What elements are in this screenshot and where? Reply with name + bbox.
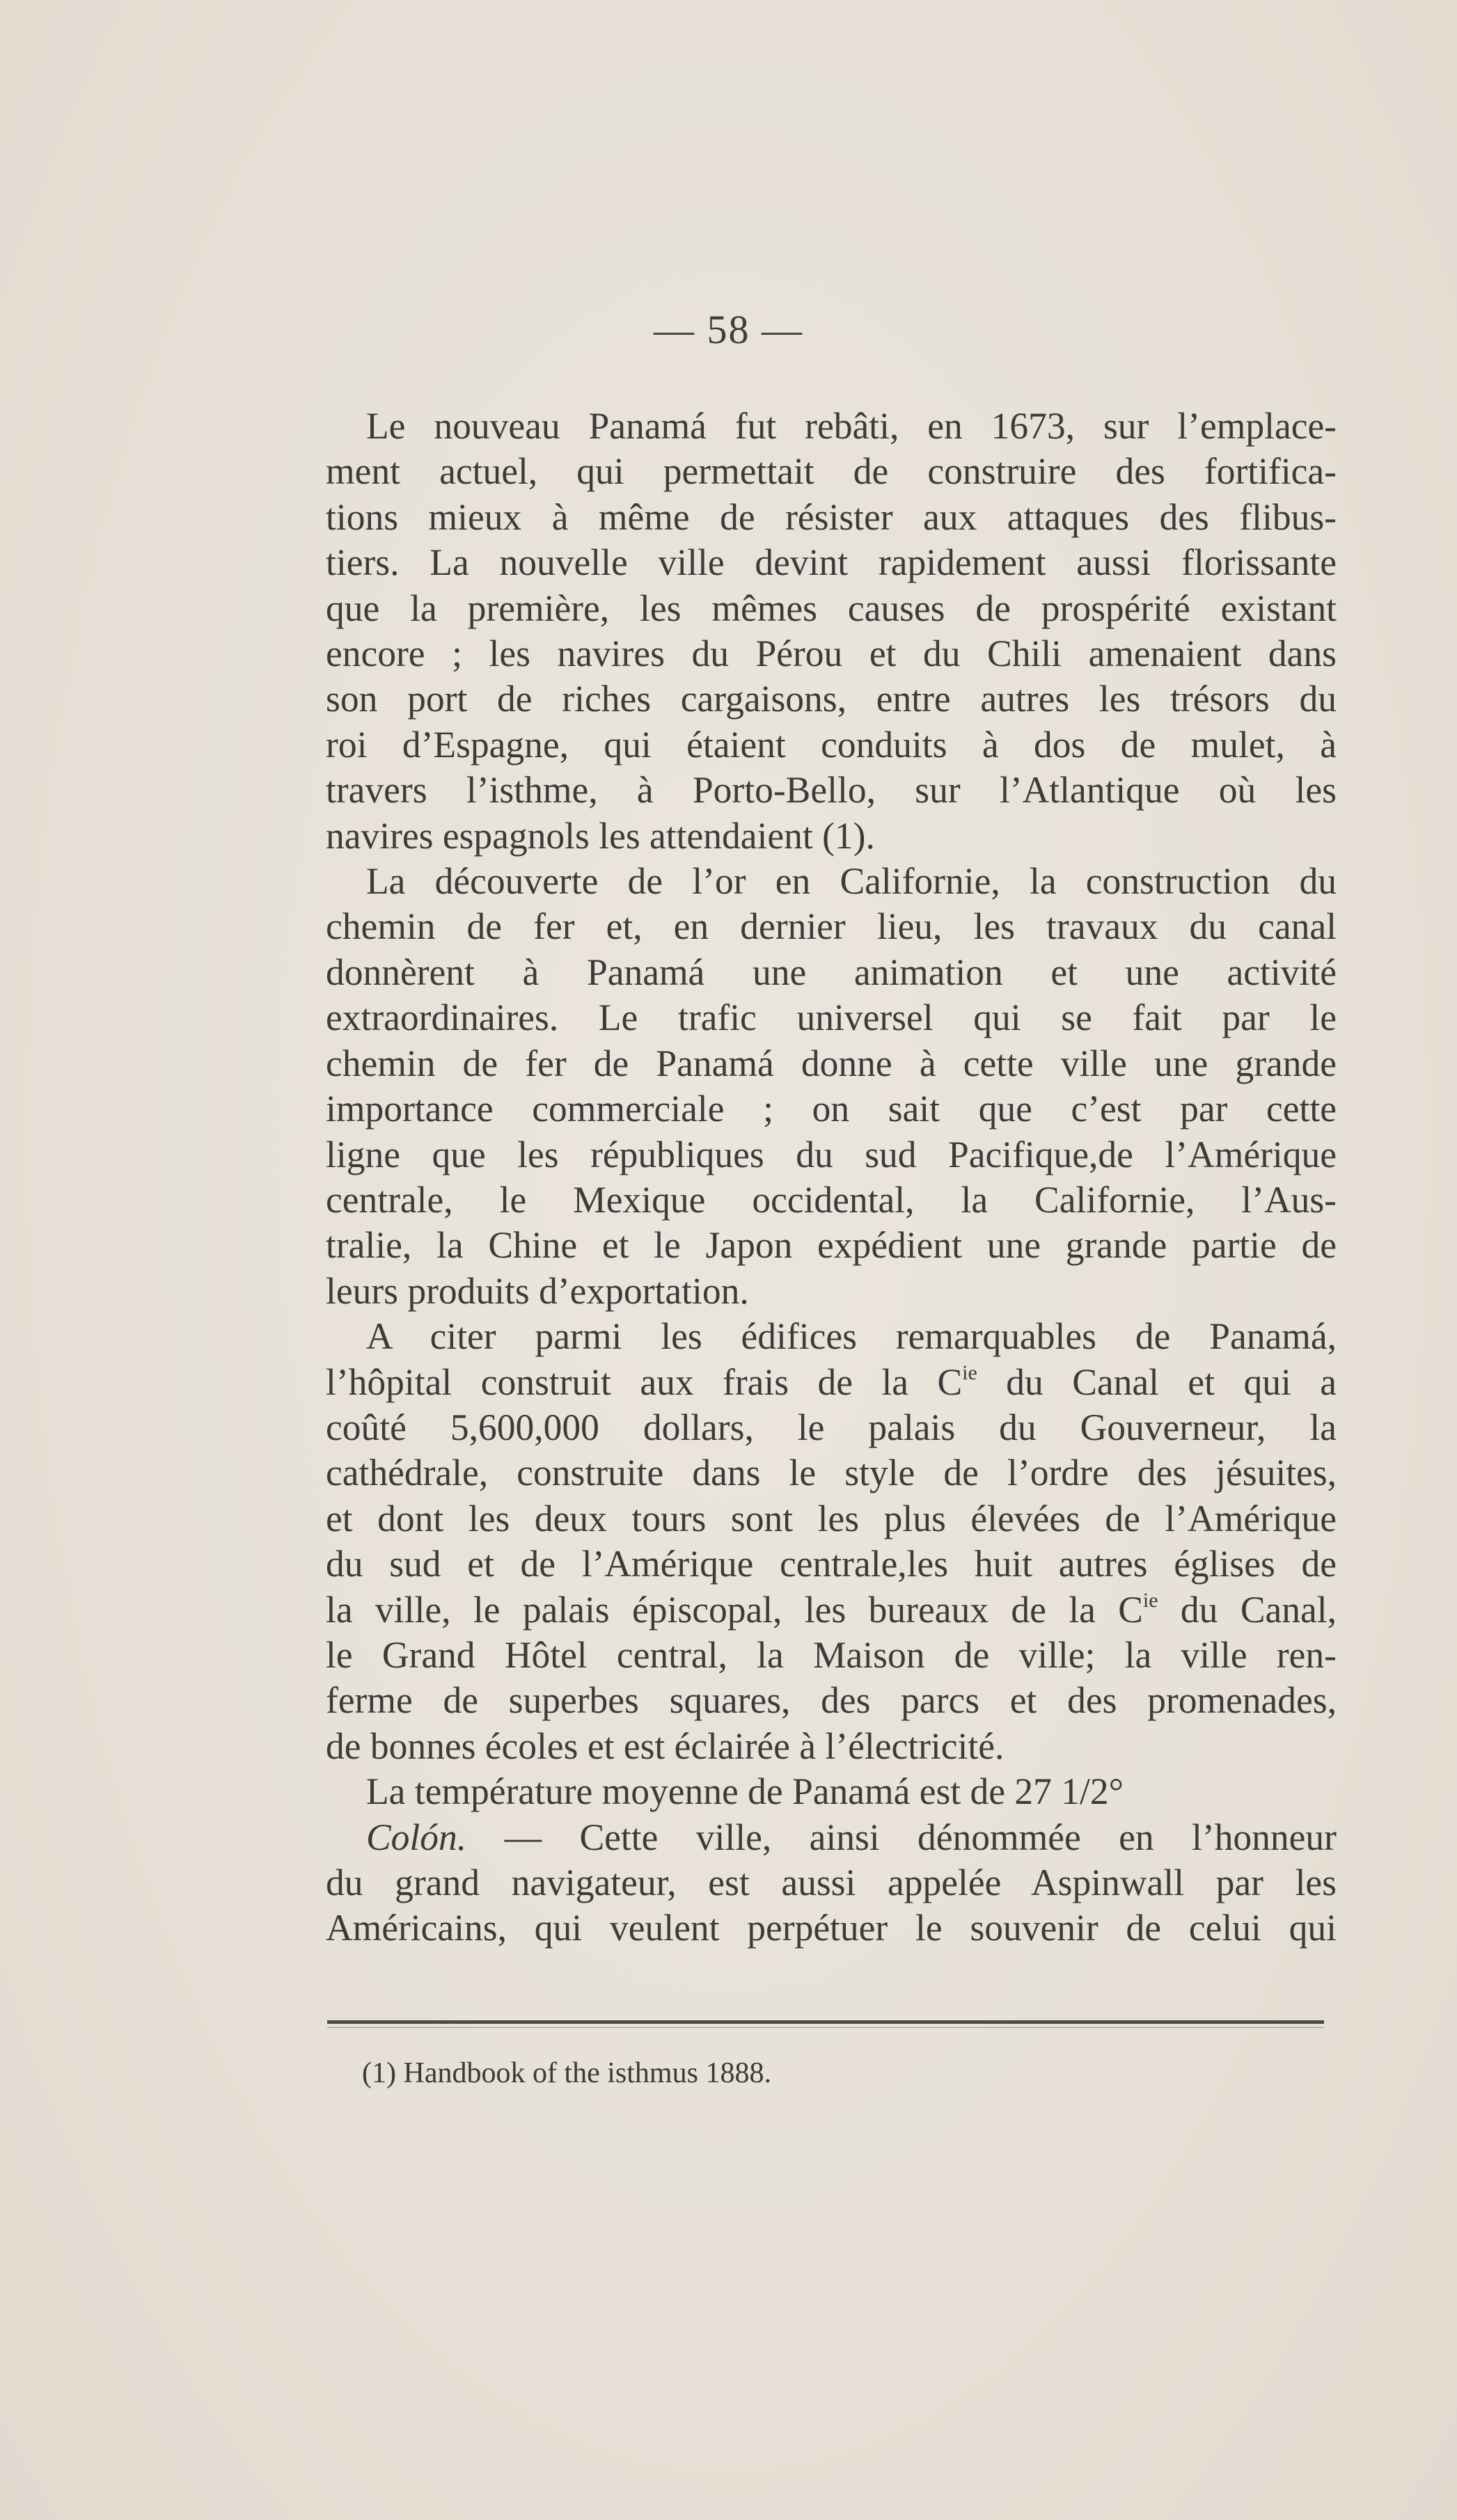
text-line: roi d’Espagne, qui étaient conduits à dos de mulet, à (326, 723, 1337, 766)
text-line: leurs produits d’exportation. (326, 1269, 749, 1312)
text-line: Américains, qui veulent perpétuer le souvenir de celui qui (326, 1907, 1337, 1949)
text-line: de bonnes écoles et est éclairée à l’électricité. (326, 1725, 1005, 1767)
paragraph-gold-discovery (326, 859, 1337, 1314)
paragraph-colon (326, 1815, 1337, 1951)
paragraph-rebuilding (326, 404, 1337, 859)
text-line (326, 1815, 1337, 1860)
footnote-divider (327, 2020, 1324, 2024)
text-line: A citer parmi les édifices remarquables de Panamá, (366, 1315, 1337, 1358)
text-line: le Grand Hôtel central, la Maison de ville; la ville ren- (326, 1633, 1337, 1676)
text-line: ment actuel, qui permettait de construire des fortifica- (326, 450, 1337, 493)
text-fragment: — Cette ville, ainsi dénommée en l’honneur (466, 1816, 1337, 1858)
text-line: encore ; les navires du Pérou et du Chili amenaient dans (326, 633, 1337, 675)
text-line: son port de riches cargaisons, entre autres les trésors du (326, 678, 1337, 720)
superscript: ie (1142, 1588, 1158, 1612)
footnote-divider-thin (327, 2027, 1324, 2028)
text-line: coûté 5,600,000 dollars, le palais du Gouverneur, la (326, 1406, 1337, 1448)
text-line: que la première, les mêmes causes de prospérité existant (326, 587, 1337, 629)
text-line: ferme de superbes squares, des parcs et des promenades, (326, 1679, 1337, 1722)
text-line: La découverte de l’or en Californie, la construction du (366, 860, 1337, 903)
text-fragment: du Canal, (1158, 1588, 1337, 1631)
paragraph-temperature (326, 1769, 1337, 1814)
page-number: — 58 — (654, 307, 803, 352)
text-line: centrale, le Mexique occidental, la Californie, l’Aus- (326, 1178, 1337, 1221)
footnote-text: Handbook of the isthmus 1888. (395, 2057, 771, 2089)
text-line: chemin de fer de Panamá donne à cette ville une grande (326, 1042, 1337, 1084)
text-line: La température moyenne de Panamá est de 27 1/2° (366, 1770, 1124, 1813)
text-line: travers l’isthme, à Porto-Bello, sur l’Atlantique où les (326, 769, 1337, 811)
text-line: navires espagnols les attendaient (1). (326, 814, 875, 857)
paragraph-buildings (326, 1314, 1337, 1769)
body-text (326, 404, 1337, 1951)
text-line: cathédrale, construite dans le style de l’ordre des jésuites, (326, 1452, 1337, 1494)
superscript: ie (962, 1361, 977, 1384)
text-line (326, 1587, 1337, 1633)
footnote-marker: (1) (362, 2057, 396, 2089)
text-line: tralie, la Chine et le Japon expédient une grande partie de (326, 1224, 1337, 1267)
footnote (362, 2057, 771, 2090)
text-line: extraordinaires. Le trafic universel qui se fait par le (326, 997, 1337, 1039)
text-line: du grand navigateur, est aussi appelée Aspinwall par les (326, 1862, 1337, 1903)
section-label: Colón. (366, 1816, 467, 1858)
text-line: donnèrent à Panamá une animation et une activité (326, 951, 1337, 993)
text-line: Le nouveau Panamá fut rebâti, en 1673, sur l’emplace- (366, 405, 1337, 447)
text-line: du sud et de l’Amérique centrale,les huit autres églises de (326, 1543, 1337, 1585)
text-line: et dont les deux tours sont les plus élevées de l’Amérique (326, 1497, 1337, 1539)
text-line (326, 1360, 1337, 1405)
text-fragment: la ville, le palais épiscopal, les bureaux de la C (326, 1588, 1143, 1631)
text-fragment: du Canal et qui a (977, 1361, 1337, 1403)
text-line: ligne que les républiques du sud Pacifique,de l’Amérique (326, 1133, 1337, 1175)
text-line: tiers. La nouvelle ville devint rapidement aussi florissante (326, 541, 1337, 584)
text-line: chemin de fer et, en dernier lieu, les travaux du canal (326, 905, 1337, 948)
text-line: tions mieux à même de résister aux attaques des flibus- (326, 496, 1337, 538)
text-line: importance commerciale ; on sait que c’est par cette (326, 1088, 1337, 1130)
text-fragment: l’hôpital construit aux frais de la C (326, 1361, 963, 1403)
